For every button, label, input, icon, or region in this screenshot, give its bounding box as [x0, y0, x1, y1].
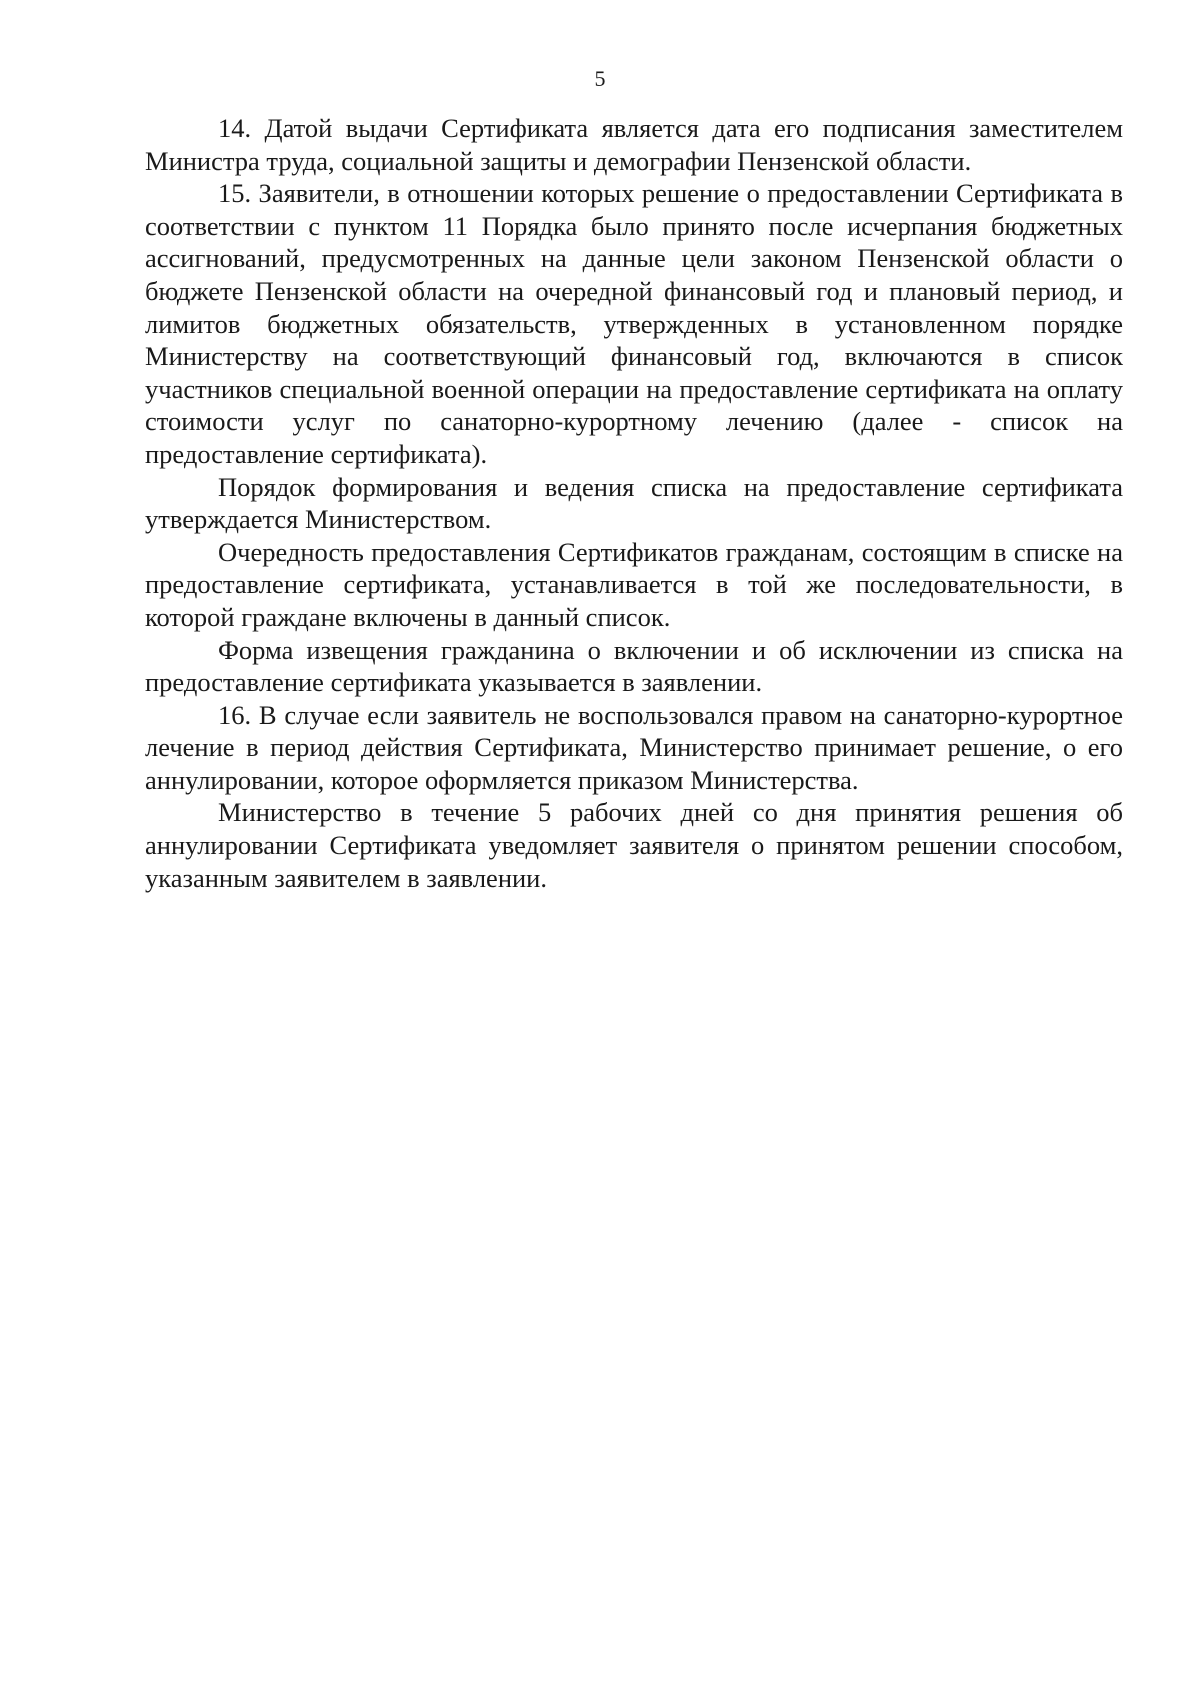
- page-number: 5: [594, 66, 606, 91]
- document-body: [145, 112, 1123, 894]
- paragraph-14: 14. Датой выдачи Сертификата является дата его подписания заместителем Министра труда, социальной защиты и демографии Пензенской области.: [145, 113, 1123, 176]
- paragraph-notification-form: Форма извещения гражданина о включении и об исключении из списка на предоставление сертификата указывается в заявлении.: [145, 634, 1123, 698]
- paragraph-16: 16. В случае если заявитель не воспользовался правом на санаторно-курортное лечение в период действия Сертификата, Министерство принимает решение, о его аннулировании, которое оформляется приказом Министерства.: [145, 699, 1123, 795]
- paragraph-annulment-notice: Министерство в течение 5 рабочих дней со дня принятия решения об аннулировании Сертификата уведомляет заявителя о принятом решении способом, указанным заявителем в заявлении.: [145, 797, 1123, 893]
- paragraph-queue-order: Очередность предоставления Сертификатов гражданам, состоящим в списке на предоставление сертификата, устанавливается в той же последовательности, в которой граждане включены в данный список.: [145, 536, 1123, 632]
- paragraph-list-procedure: Порядок формирования и ведения списка на предоставление сертификата утверждается Министерством.: [145, 471, 1123, 535]
- paragraph-15: 15. Заявители, в отношении которых решение о предоставлении Сертификата в соответствии с пунктом 11 Порядка было принято после исчерпания бюджетных ассигнований, предусмотренных на данные цели законом Пензенской области о бюджете Пензенской области на очередной финансовый год и плановый период, и лимитов бюджетных обязательств, утвержденных в установленном порядке Министерству на соответствующий финансовый год, включаются в список участников специальной военной операции на предоставление сертификата на оплату стоимости услуг по санаторно-курортному лечению (далее - список на предоставление сертификата).: [145, 178, 1123, 469]
